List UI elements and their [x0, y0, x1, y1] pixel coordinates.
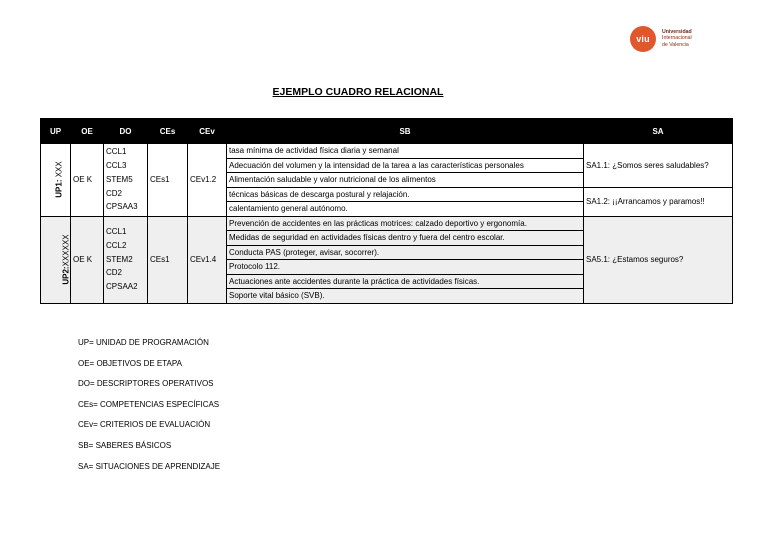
header-do: DO: [104, 119, 148, 144]
do-item: CCL3: [106, 161, 127, 171]
do-item: CPSAA2: [106, 282, 138, 292]
sb-cell: tasa mínima de actividad física diaria y semanal: [227, 144, 584, 159]
logo-line-2: Internacional: [662, 35, 692, 42]
legend-item: OE= OBJETIVOS DE ETAPA: [78, 358, 182, 368]
do-item: CCL1: [106, 147, 127, 157]
cev-cell: CEv1.4: [188, 216, 227, 303]
sb-cell: Prevención de accidentes en las prácticas motrices: calzado deportivo y ergonomía.: [227, 216, 584, 231]
sb-cell: Soporte vital básico (SVB).: [227, 289, 584, 304]
do-item: CPSAA3: [106, 202, 138, 212]
legend-item: CEv= CRITERIOS DE EVALUACIÓN: [78, 420, 211, 430]
ces-cell: CEs1: [148, 144, 188, 217]
document-title: EJEMPLO CUADRO RELACIONAL: [272, 86, 444, 98]
do-item: CCL2: [106, 240, 127, 250]
logo-mark: viu: [630, 26, 656, 52]
do-cell: [104, 216, 148, 303]
do-item: CD2: [106, 268, 123, 278]
relational-table: [40, 118, 733, 304]
header-oe: OE: [71, 119, 104, 144]
cev-cell: CEv1.2: [188, 144, 227, 217]
sb-cell: Adecuación del volumen y la intensidad de la tarea a las características personales: [227, 158, 584, 173]
header-ces: CEs: [148, 119, 188, 144]
ces-cell: CEs1: [148, 216, 188, 303]
abbreviation-legend: [78, 338, 220, 482]
table-row: [41, 144, 733, 159]
do-item: CCL1: [106, 227, 127, 236]
table-header-row: [41, 119, 733, 144]
legend-item: CEs= COMPETENCIAS ESPECÍFICAS: [78, 399, 220, 409]
do-item: STEM5: [106, 174, 133, 184]
do-item: STEM2: [106, 254, 133, 264]
header-up: UP: [41, 119, 71, 144]
do-cell: [104, 144, 148, 217]
sb-cell: técnicas básicas de descarga postural y relajación.: [227, 187, 584, 202]
sb-cell: Conducta PAS (proteger, avisar, socorrer).: [227, 245, 584, 260]
up-cell: [41, 144, 71, 217]
university-logo: [630, 26, 720, 54]
legend-item: SA= SITUACIONES DE APRENDIZAJE: [78, 461, 221, 471]
legend-item: UP= UNIDAD DE PROGRAMACIÓN: [78, 338, 209, 347]
oe-cell: OE K: [71, 144, 104, 217]
logo-line-1: Universidad: [662, 29, 692, 35]
up-cell: [41, 216, 71, 303]
sb-cell: Alimentación saludable y valor nutricional de los alimentos: [227, 173, 584, 188]
up-value: XXXXXX: [61, 234, 71, 267]
legend-item: SB= SABERES BÁSICOS: [78, 440, 172, 450]
do-item: CD2: [106, 188, 123, 198]
up-prefix: UP1:: [54, 179, 64, 198]
sb-cell: Protocolo 112.: [227, 260, 584, 275]
up-label: [55, 162, 64, 198]
sb-cell: Medidas de seguridad en actividades físicas dentro y fuera del centro escolar.: [227, 231, 584, 246]
header-cev: CEv: [188, 119, 227, 144]
sb-cell: calentamiento general autónomo.: [227, 202, 584, 217]
logo-wordmark: [662, 29, 722, 48]
sa-cell: SA1.2: ¡¡Arrancamos y paramos!!: [584, 187, 733, 216]
up-prefix: UP2:: [61, 266, 71, 285]
sa-cell: SA5.1: ¿Estamos seguros?: [584, 216, 733, 303]
sb-cell: Actuaciones ante accidentes durante la práctica de actividades físicas.: [227, 274, 584, 289]
sa-cell: SA1.1: ¿Somos seres saludables?: [584, 144, 733, 188]
logo-line-3: de Valencia: [662, 41, 689, 48]
table-row: [41, 216, 733, 231]
up-value: XXX: [54, 161, 64, 180]
header-sa: SA: [584, 119, 733, 144]
oe-cell: OE K: [71, 216, 104, 303]
up-label: [62, 234, 71, 284]
legend-item: DO= DESCRIPTORES OPERATIVOS: [78, 379, 214, 389]
header-sb: SB: [227, 119, 584, 144]
